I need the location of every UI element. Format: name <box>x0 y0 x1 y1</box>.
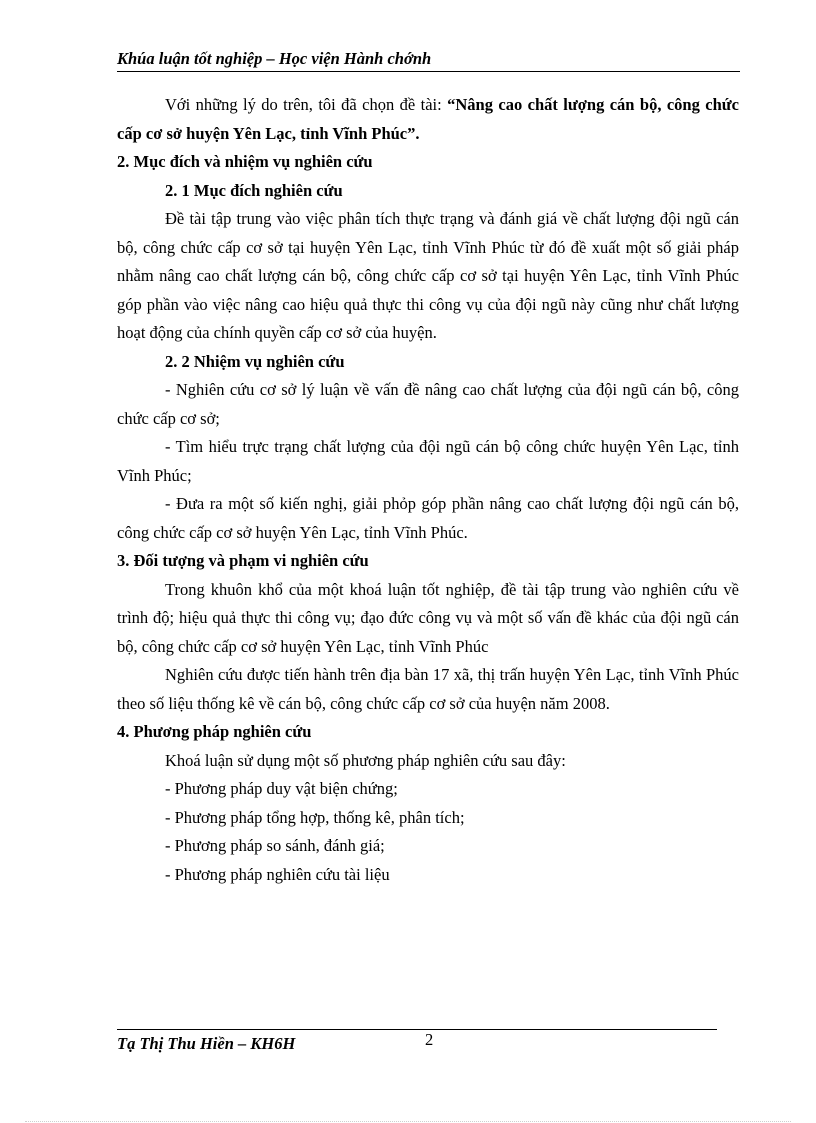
task-item: - Đưa ra một số kiến nghị, giải phỏp góp phần nâng cao chất lượng đội ngũ cán bộ, công chức cấp cơ sở huyện Yên Lạc, tỉnh Vĩnh Phúc. <box>117 494 739 542</box>
section-3-paragraph-2: Nghiên cứu được tiến hành trên địa bàn 17 xã, thị trấn huyện Yên Lạc, tỉnh Vĩnh Phúc theo số liệu thống kê về cán bộ, công chức cấp cơ sở của huyện năm 2008. <box>117 665 739 713</box>
section-4-intro: Khoá luận sử dụng một số phương pháp nghiên cứu sau đây: <box>165 750 566 770</box>
footer-author: Tạ Thị Thu Hiền – KH6H <box>117 1034 296 1053</box>
section-3-paragraph-1: Trong khuôn khổ của một khoá luận tốt nghiệp, đề tài tập trung vào nghiên cứu về trình độ; hiệu quả thực thi công vụ; đạo đức công vụ và một số vấn đề khác của đội ngũ cán bộ, công chức cấp cơ sở huyện Yên Lạc, tỉnh Vĩnh Phúc <box>117 579 739 656</box>
section-2-2-heading: 2. 2 Nhiệm vụ nghiên cứu <box>165 351 345 371</box>
section-2-1-heading: 2. 1 Mục đích nghiên cứu <box>165 180 343 200</box>
section-2-heading: 2. Mục đích và nhiệm vụ nghiên cứu <box>117 152 373 171</box>
method-item: - Phương pháp duy vật biện chứng; <box>165 779 398 798</box>
footer-divider <box>117 1029 717 1030</box>
page-number: 2 <box>425 1030 434 1049</box>
task-item: - Tìm hiểu trực trạng chất lượng của đội ngũ cán bộ công chức huyện Yên Lạc, tỉnh Vĩnh Phúc; <box>117 437 739 485</box>
method-item: - Phương pháp nghiên cứu tài liệu <box>165 864 390 884</box>
method-item: - Phương pháp so sánh, đánh giá; <box>165 836 385 855</box>
document-body <box>117 91 739 889</box>
page-header: Khúa luận tốt nghiệp – Học viện Hành chớnh <box>117 47 740 72</box>
task-item: - Nghiên cứu cơ sở lý luận về vấn đề nâng cao chất lượng của đội ngũ cán bộ, công chức cấp cơ sở; <box>117 380 739 428</box>
section-2-1-paragraph: Đề tài tập trung vào việc phân tích thực trạng và đánh giá về chất lượng đội ngũ cán bộ, công chức cấp cơ sở tại huyện Yên Lạc, tỉnh Vĩnh Phúc từ đó đề xuất một số giải pháp nhằm nâng cao chất lượng cán bộ, công chức cấp cơ sở tại huyện Yên Lạc, tỉnh Vĩnh Phúc góp phần vào việc nâng cao hiệu quả thực thi công vụ của đội ngũ này cũng như chất lượng hoạt động của chính quyền cấp cơ sở của huyện. <box>117 209 739 342</box>
thesis-title: “Nâng cao chất lượng cán bộ, công chức cấp cơ sở huyện Yên Lạc, tỉnh Vĩnh Phúc”. <box>117 95 739 143</box>
method-item: - Phương pháp tổng hợp, thống kê, phân tích; <box>165 807 465 827</box>
section-4-heading: 4. Phương pháp nghiên cứu <box>117 722 312 741</box>
intro-plain-text: Với những lý do trên, tôi đã chọn đề tài: <box>165 95 448 114</box>
page-bottom-border <box>25 1121 791 1122</box>
section-3-heading: 3. Đối tượng và phạm vi nghiên cứu <box>117 551 369 570</box>
intro-paragraph <box>117 91 739 148</box>
